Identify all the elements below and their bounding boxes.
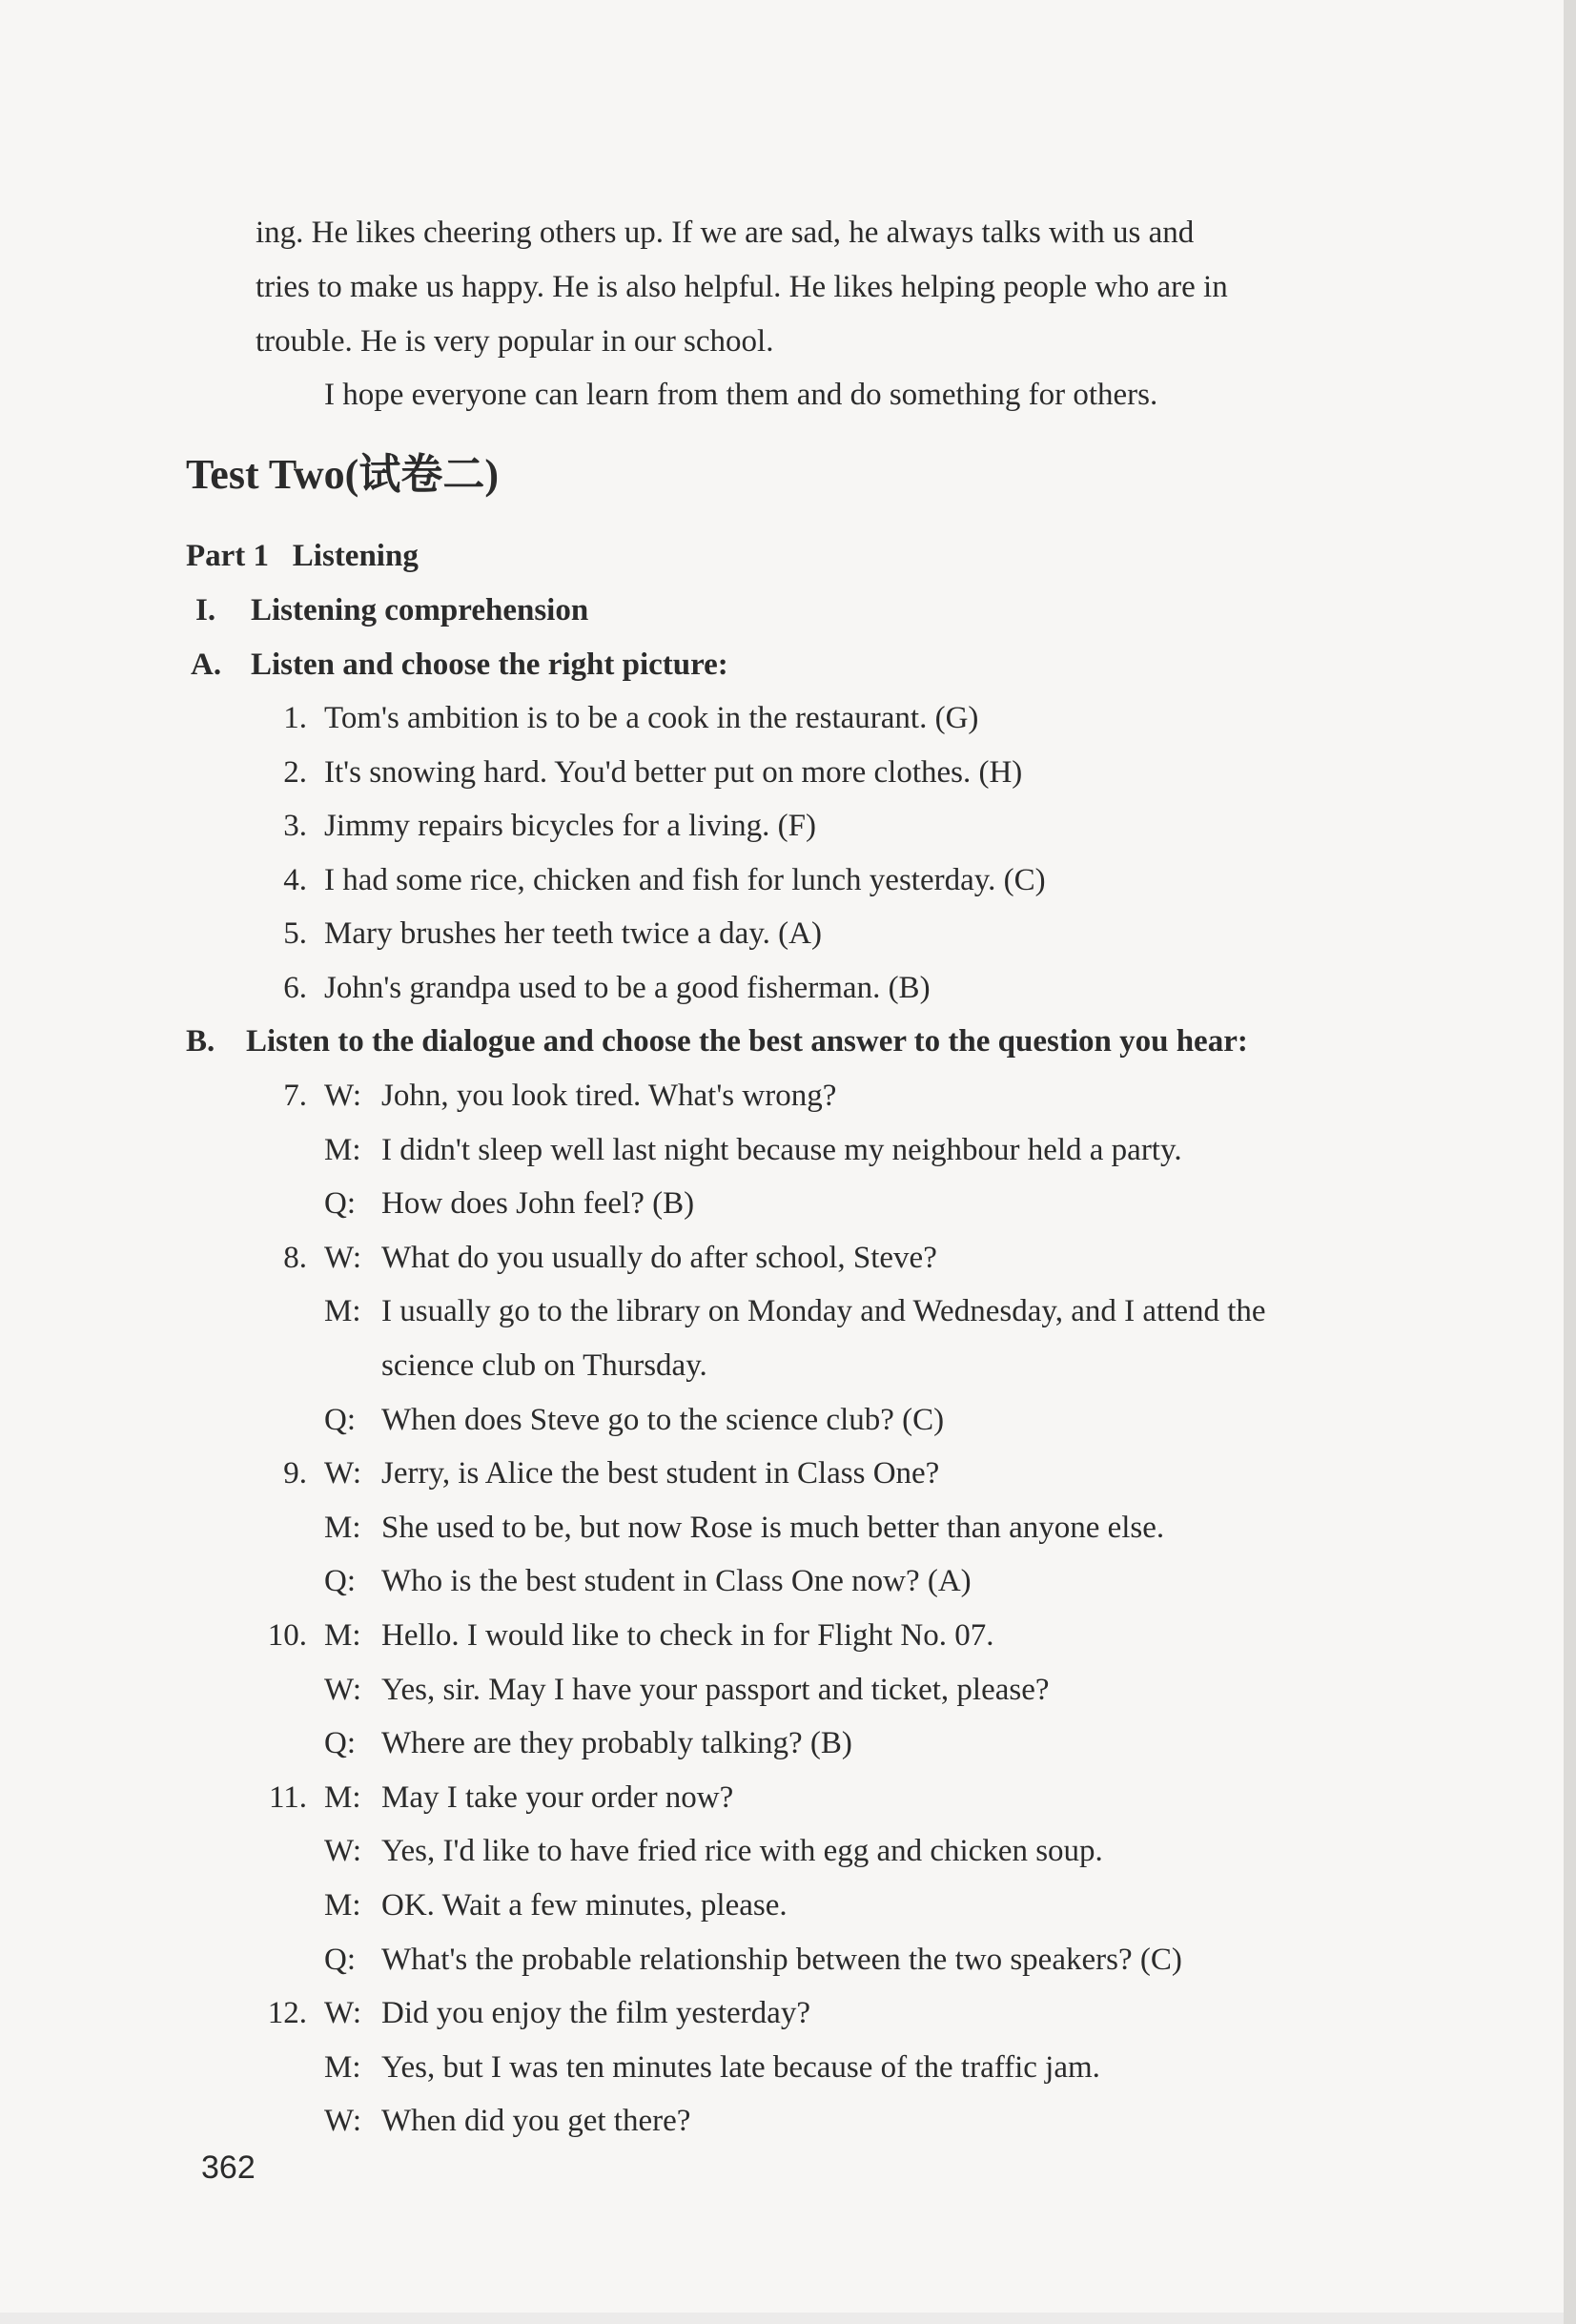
- dialogue-number: 11.: [268, 1779, 307, 1815]
- item-number: 1.: [283, 701, 307, 735]
- section-a-label: Listen and choose the right picture:: [251, 648, 728, 682]
- part-label: Part 1 Listening: [186, 539, 419, 573]
- item-text: John's grandpa used to be a good fisherman. (B): [324, 970, 931, 1005]
- speaker-label: W:: [324, 1079, 362, 1113]
- section-i-num: I.: [195, 593, 216, 627]
- speaker-label: M:: [324, 1618, 361, 1653]
- speaker-label: W:: [324, 1834, 362, 1869]
- section-a-item: [257, 969, 931, 1007]
- item-text: Tom's ambition is to be a cook in the restaurant. (G): [324, 701, 979, 735]
- dialogue-number: 8.: [283, 1240, 307, 1275]
- section-b-heading: [186, 1022, 1248, 1060]
- dialogue-line: [324, 2048, 1100, 2087]
- dialogue-line: [257, 1077, 836, 1115]
- dialogue-line: [324, 1401, 944, 1439]
- speaker-label: Q:: [324, 1402, 356, 1437]
- item-number: 4.: [283, 862, 307, 897]
- dialogue-text: Yes, I'd like to have fried rice with egg and chicken soup.: [381, 1834, 1103, 1869]
- dialogue-text: Yes, sir. May I have your passport and ticket, please?: [381, 1672, 1050, 1707]
- section-a-item: [257, 807, 816, 845]
- dialogue-line: [257, 1239, 937, 1277]
- section-a-item: [257, 753, 1022, 792]
- dialogue-line: [324, 1509, 1164, 1547]
- item-number: 6.: [283, 970, 307, 1005]
- dialogue-line: [324, 2102, 690, 2140]
- speaker-label: Q:: [324, 1564, 356, 1599]
- dialogue-text: Did you enjoy the film yesterday?: [381, 1996, 810, 2031]
- speaker-label: M:: [324, 1294, 361, 1329]
- dialogue-line: [257, 1994, 810, 2032]
- speaker-label: W:: [324, 1996, 362, 2031]
- speaker-label: Q:: [324, 1186, 356, 1222]
- dialogue-line: [324, 1886, 788, 1924]
- dialogue-text: What do you usually do after school, Steve?: [381, 1240, 937, 1275]
- item-text: Mary brushes her teeth twice a day. (A): [324, 916, 822, 951]
- dialogue-text: Where are they probably talking? (B): [381, 1726, 852, 1761]
- item-number: 2.: [283, 754, 307, 790]
- section-a-item: [257, 915, 822, 953]
- item-text: It's snowing hard. You'd better put on more clothes. (H): [324, 754, 1023, 790]
- dialogue-text: OK. Wait a few minutes, please.: [381, 1888, 788, 1923]
- item-number: 3.: [283, 809, 307, 843]
- dialogue-text: Jerry, is Alice the best student in Class One?: [381, 1456, 940, 1491]
- dialogue-line: [324, 1292, 1266, 1330]
- section-a-num: A.: [191, 648, 222, 682]
- test-title: Test Two(试卷二): [186, 451, 499, 498]
- speaker-label: W:: [324, 2104, 362, 2139]
- speaker-label: M:: [324, 1779, 361, 1815]
- dialogue-line: [324, 1562, 972, 1600]
- dialogue-number: 10.: [267, 1618, 307, 1653]
- speaker-label: W:: [324, 1240, 362, 1275]
- dialogue-text: How does John feel? (B): [381, 1186, 695, 1222]
- speaker-label: W:: [324, 1456, 362, 1491]
- section-i-label: Listening comprehension: [251, 593, 589, 627]
- section-a-item: [257, 699, 978, 737]
- dialogue-text: What's the probable relationship between the two speakers? (C): [381, 1942, 1182, 1977]
- dialogue-text: John, you look tired. What's wrong?: [381, 1079, 837, 1113]
- dialogue-line: [324, 1941, 1182, 1979]
- intro-line-2: tries to make us happy. He is also helpful. He likes helping people who are in: [256, 270, 1228, 304]
- dialogue-line: [324, 1184, 694, 1223]
- speaker-label: W:: [324, 1672, 362, 1707]
- dialogue-text: I usually go to the library on Monday and Wednesday, and I attend the: [381, 1294, 1266, 1329]
- speaker-label: M:: [324, 2049, 361, 2085]
- section-a-item: [257, 861, 1046, 899]
- section-b-label: Listen to the dialogue and choose the best answer to the question you hear:: [246, 1024, 1248, 1059]
- dialogue-text: I didn't sleep well last night because my neighbour held a party.: [381, 1132, 1182, 1167]
- speaker-label: M:: [324, 1510, 361, 1545]
- dialogue-line: [324, 1724, 852, 1762]
- speaker-label: M:: [324, 1132, 361, 1167]
- item-text: Jimmy repairs bicycles for a living. (F): [324, 809, 816, 843]
- dialogue-text: May I take your order now?: [381, 1779, 734, 1815]
- dialogue-number: 12.: [267, 1996, 307, 2031]
- dialogue-text: When does Steve go to the science club? (C): [381, 1402, 945, 1437]
- section-i-heading: [195, 591, 588, 629]
- speaker-label: Q:: [324, 1942, 356, 1977]
- dialogue-line: [324, 1131, 1182, 1169]
- dialogue-line: [257, 1616, 994, 1655]
- speaker-label: Q:: [324, 1726, 356, 1761]
- page-edge: [1564, 0, 1576, 2324]
- dialogue-number: 7.: [283, 1079, 307, 1113]
- dialogue-text: When did you get there?: [381, 2104, 691, 2139]
- dialogue-text: science club on Thursday.: [381, 1348, 707, 1383]
- speaker-label: M:: [324, 1888, 361, 1923]
- dialogue-line: [257, 1454, 939, 1492]
- dialogue-line: [381, 1347, 707, 1385]
- dialogue-text: Who is the best student in Class One now? (A): [381, 1564, 972, 1599]
- dialogue-line: [324, 1832, 1103, 1870]
- item-number: 5.: [283, 916, 307, 951]
- section-b-num: B.: [186, 1024, 215, 1059]
- dialogue-text: Yes, but I was ten minutes late because of the traffic jam.: [381, 2049, 1100, 2085]
- intro-line-3: trouble. He is very popular in our school.: [256, 324, 774, 359]
- page-number: 362: [201, 2149, 256, 2186]
- dialogue-text: Hello. I would like to check in for Flight No. 07.: [381, 1618, 994, 1653]
- intro-closing: I hope everyone can learn from them and do something for others.: [324, 378, 1158, 412]
- dialogue-line: [324, 1671, 1050, 1709]
- dialogue-line: [257, 1779, 733, 1817]
- section-a-heading: [191, 646, 728, 684]
- dialogue-text: She used to be, but now Rose is much better than anyone else.: [381, 1510, 1165, 1545]
- dialogue-number: 9.: [283, 1456, 307, 1491]
- item-text: I had some rice, chicken and fish for lunch yesterday. (C): [324, 862, 1046, 897]
- intro-line-1: ing. He likes cheering others up. If we are sad, he always talks with us and: [256, 216, 1195, 250]
